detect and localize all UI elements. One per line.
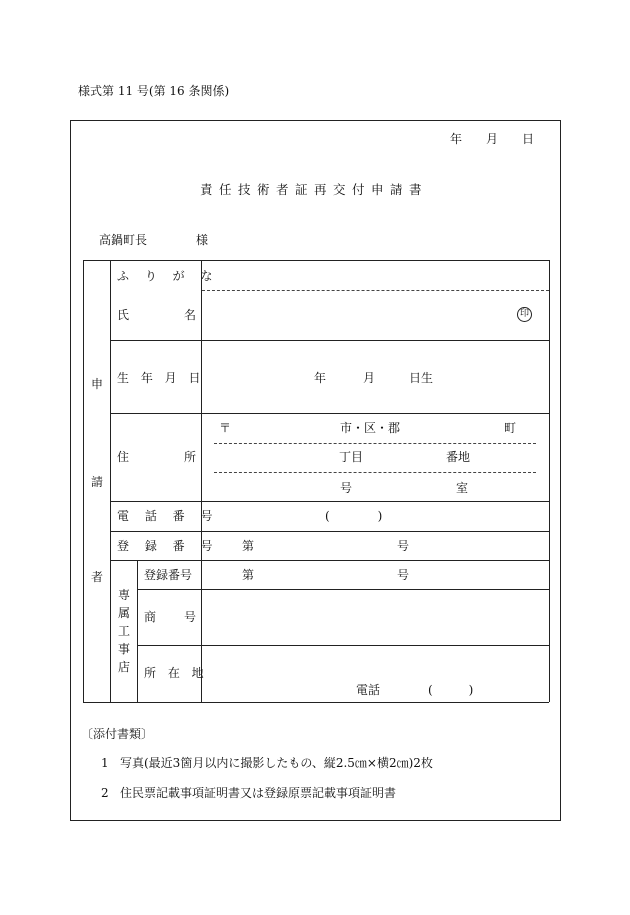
trade-label-1: 商 <box>144 610 157 624</box>
form-number: 様式第 11 号(第 16 条関係) <box>78 84 230 98</box>
address-town: 町 <box>504 421 517 435</box>
trade-label-2: 号 <box>184 610 197 624</box>
table-top-line <box>83 260 549 261</box>
store-label-4: 事 <box>117 642 130 656</box>
furigana-label: ふ り が な <box>117 269 219 283</box>
date-day: 日 <box>522 132 535 146</box>
store-phone-value: ( ) <box>428 683 474 697</box>
row-line-address <box>110 501 549 502</box>
attachments-heading: 〔添付書類〕 <box>81 727 154 741</box>
row-line-store-reg <box>137 589 549 590</box>
name-label-1: 氏 <box>117 308 130 322</box>
applicant-label-2: 請 <box>90 475 103 489</box>
form-title: 責任技術者証再交付申請書 <box>200 182 429 197</box>
address-room: 室 <box>456 481 469 495</box>
phone-label: 電 話 番 号 <box>117 509 219 523</box>
honorific: 様 <box>196 233 209 247</box>
registration-dai: 第 <box>242 539 255 553</box>
applicant-label-3: 者 <box>90 570 103 584</box>
registration-label: 登 録 番 号 <box>117 539 219 553</box>
row-line-birth <box>110 413 549 414</box>
attachment-text-1: 写真(最近3箇月以内に撮影したもの、縦2.5㎝×横2㎝)2枚 <box>120 756 433 770</box>
store-label-3: 工 <box>117 624 130 638</box>
applicant-label-1: 申 <box>90 377 103 391</box>
row-line-phone <box>110 531 549 532</box>
address-dashed-line-2 <box>214 472 536 473</box>
table-bottom-line <box>83 702 549 703</box>
seal-mark-icon: 印 <box>517 307 532 322</box>
location-label: 所 在 地 <box>144 666 208 680</box>
address-label-2: 所 <box>184 450 197 464</box>
birth-year: 年 <box>314 371 327 385</box>
address-banchi: 番地 <box>446 450 471 464</box>
address-chome: 丁目 <box>339 450 364 464</box>
date-year: 年 <box>450 132 463 146</box>
row-line-name <box>110 340 549 341</box>
applicant-column-line <box>110 260 111 702</box>
birth-day: 日生 <box>409 371 434 385</box>
address-go: 号 <box>340 481 353 495</box>
registration-go: 号 <box>397 539 410 553</box>
phone-value: ( ) <box>325 509 383 523</box>
attachment-num-1: 1 <box>101 756 109 770</box>
birth-label: 生 年 月 日 <box>117 371 205 385</box>
store-reg-label: 登録番号 <box>144 568 193 582</box>
store-column-line <box>137 560 138 702</box>
store-label-1: 専 <box>117 588 130 602</box>
store-phone-label: 電話 <box>356 683 381 697</box>
row-line-registration <box>110 560 549 561</box>
addressee: 高鍋町長 <box>99 233 148 247</box>
address-dashed-line-1 <box>214 443 536 444</box>
store-label-5: 店 <box>117 660 130 674</box>
address-label-1: 住 <box>117 450 130 464</box>
attachment-num-2: 2 <box>101 786 109 800</box>
address-city: 市・区・郡 <box>340 421 401 435</box>
store-reg-dai: 第 <box>242 568 255 582</box>
date-month: 月 <box>486 132 499 146</box>
label-column-line <box>201 260 202 702</box>
table-left-line <box>83 260 84 702</box>
table-right-line <box>549 260 550 702</box>
furigana-dashed-line <box>202 290 549 291</box>
postal-mark: 〒 <box>219 421 232 435</box>
store-label-2: 属 <box>117 606 130 620</box>
name-label-2: 名 <box>184 308 197 322</box>
attachment-text-2: 住民票記載事項証明書又は登録原票記載事項証明書 <box>120 786 397 800</box>
birth-month: 月 <box>363 371 376 385</box>
store-reg-go: 号 <box>397 568 410 582</box>
row-line-store-trade <box>137 645 549 646</box>
form-frame <box>70 120 561 821</box>
